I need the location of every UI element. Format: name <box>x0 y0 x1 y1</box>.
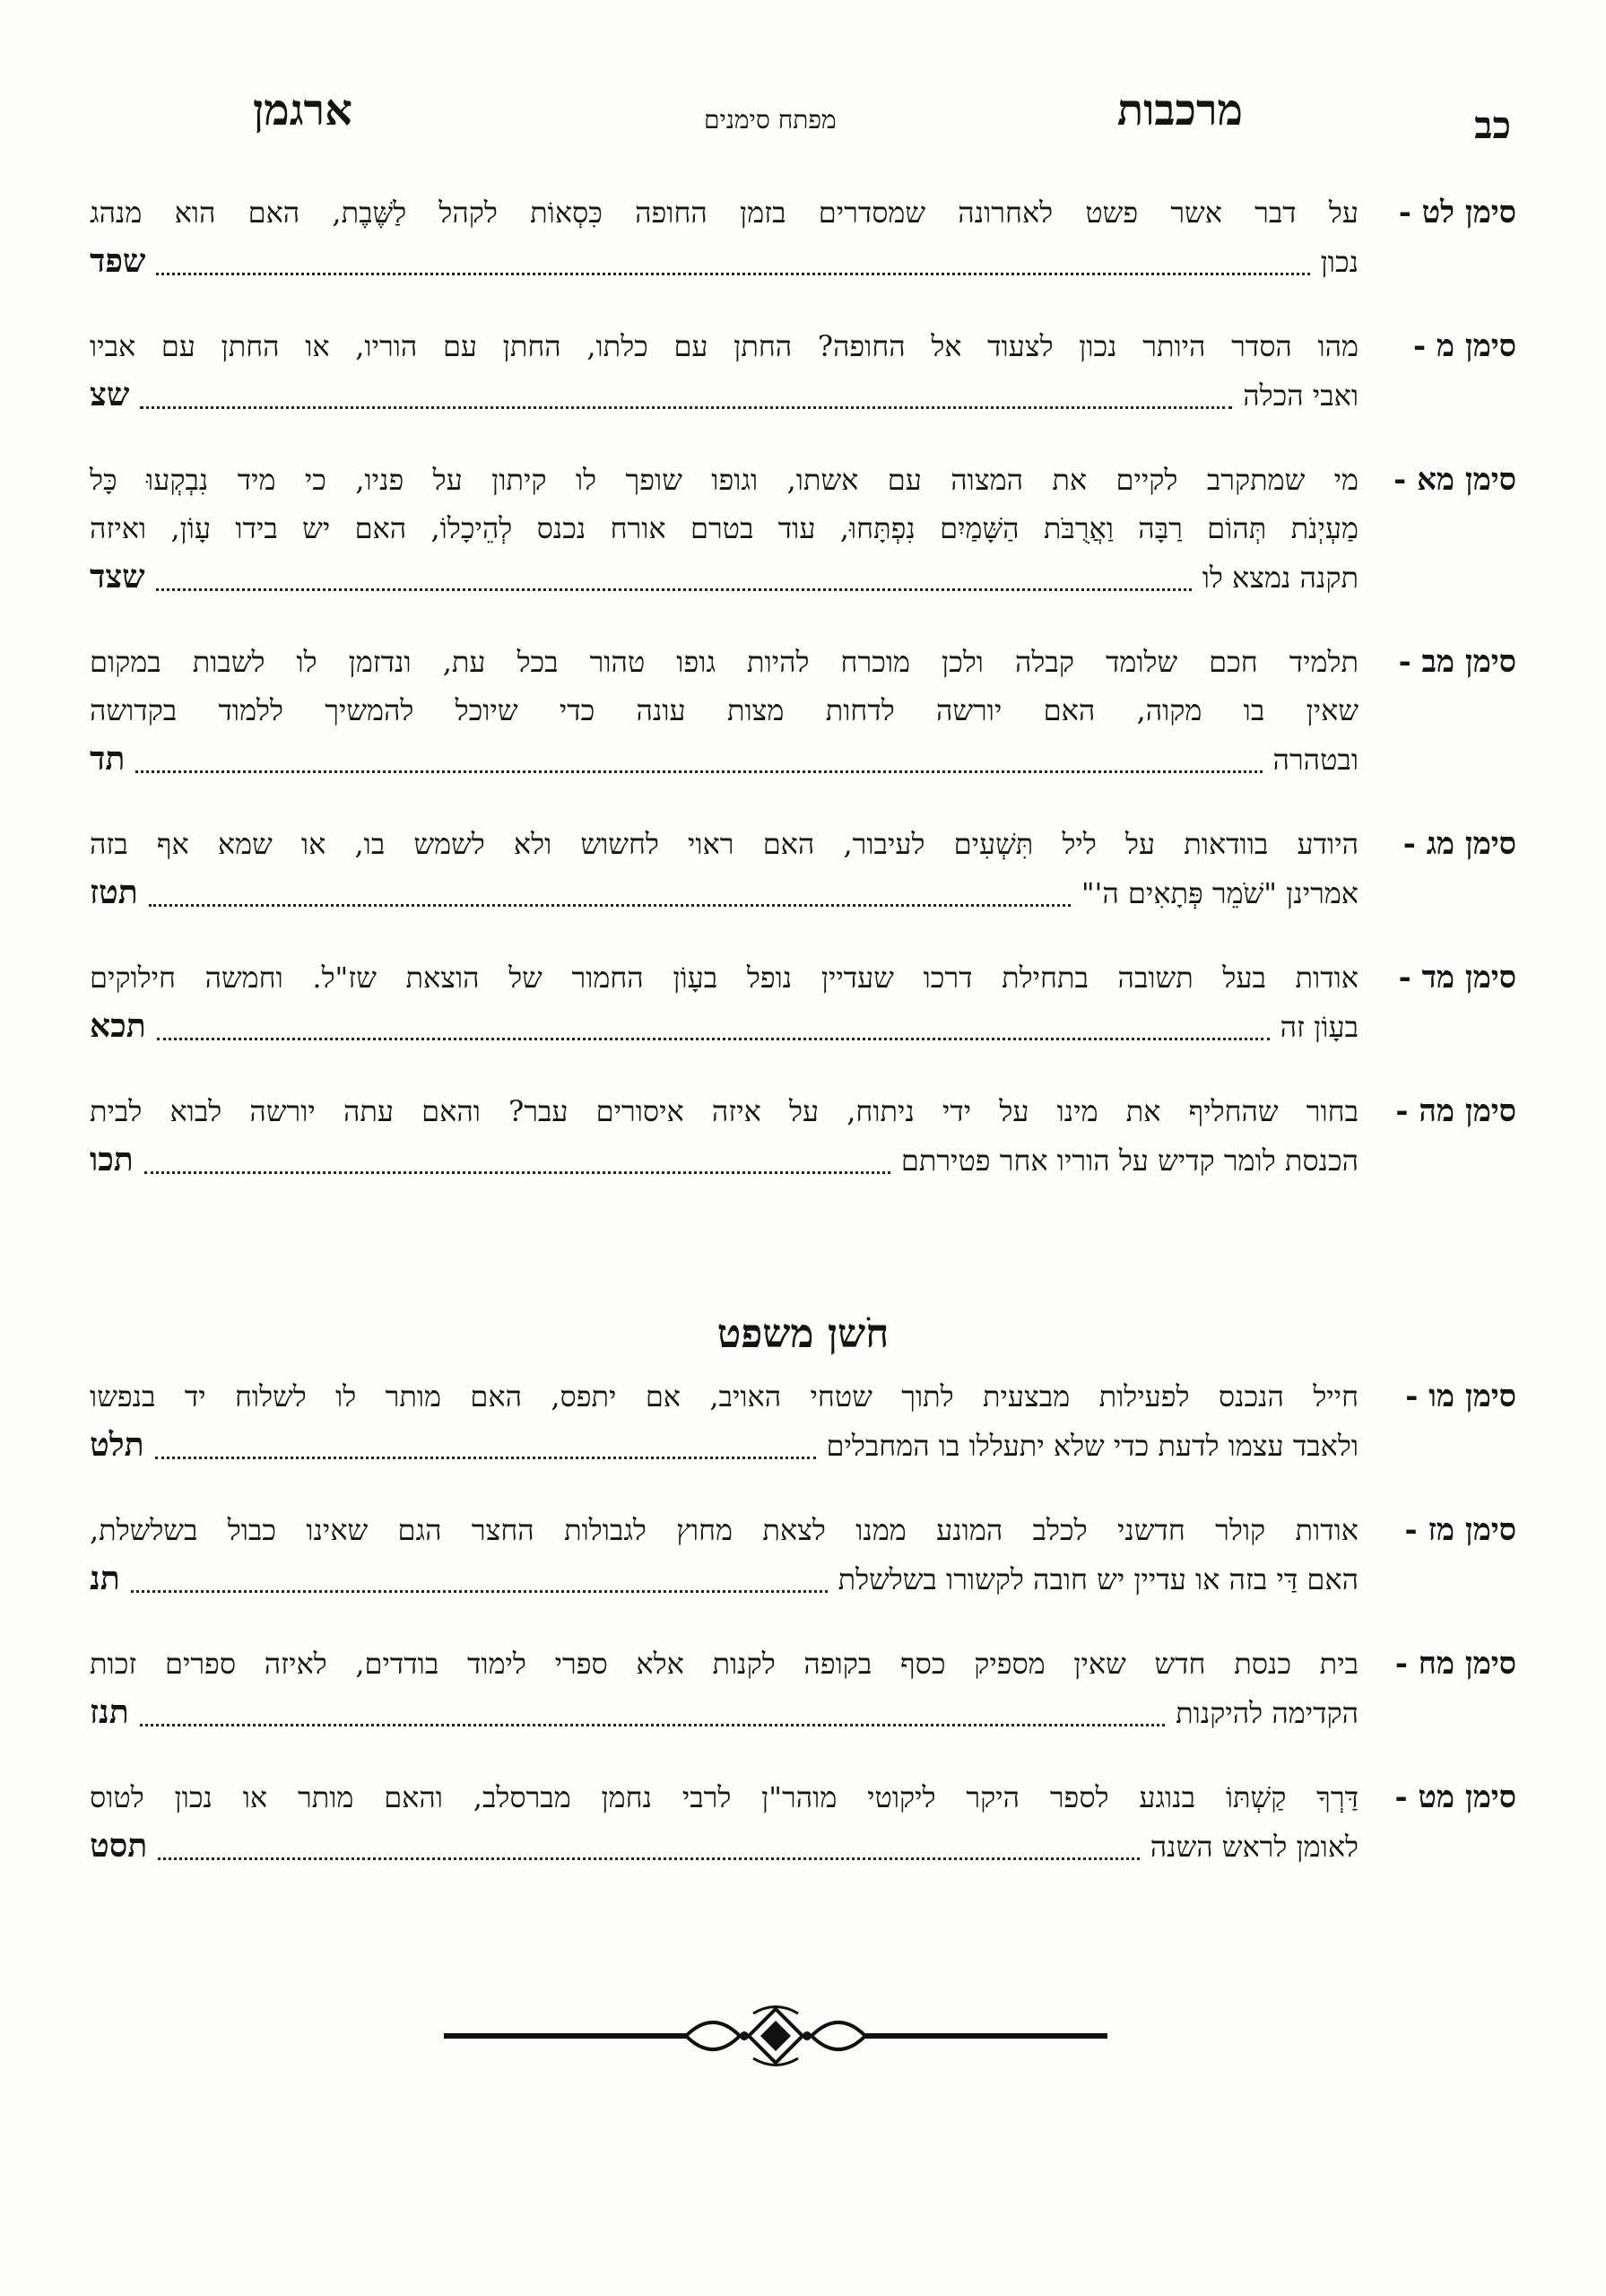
entry-line <box>90 1506 1516 1554</box>
entry-text: אמרינן "שֹׁמֵר פְּתָאִים ה'" <box>1081 876 1359 910</box>
entry-line <box>90 1554 1516 1604</box>
dot-leader <box>156 588 1192 591</box>
entry-label: סימן מא - <box>1393 462 1516 498</box>
entry-label: סימן מג - <box>1402 826 1516 862</box>
index-entries-part1 <box>90 188 1516 1221</box>
dot-leader <box>131 1590 828 1593</box>
entry-line <box>90 953 1516 1002</box>
dot-leader <box>158 1857 1140 1860</box>
page-reference: שצ <box>90 376 130 413</box>
page-reference: תלט <box>90 1426 144 1464</box>
entry-text: מי שמתקרב לקיים את המצוה עם אשתו, וגופו שופך לו קיתון על פניו, כי מיד נִבְקְעוּ כָּל <box>90 463 1359 497</box>
index-entry <box>90 456 1516 602</box>
entry-label: סימן מז - <box>1404 1512 1516 1548</box>
entry-line <box>90 1822 1516 1871</box>
entry-line <box>90 322 1516 370</box>
book-title: ארגמן <box>253 85 352 135</box>
dot-leader <box>149 904 1071 907</box>
entry-label: סימן מח - <box>1394 1646 1516 1682</box>
entry-line <box>90 868 1516 918</box>
entry-line <box>90 456 1516 504</box>
entry-label: סימן מו - <box>1405 1378 1516 1414</box>
dot-leader <box>140 1724 1165 1726</box>
entry-text: מַעְיְנֹת תְּהוֹם רַבָּה וַאֲרֻבֹּת הַשָּׁמַיִם נִפְתָּחוּ, עוד בטרם אורח נכנס לְהֵיכָלוֹ, האם יש בידו עָוֹן, ואיזה <box>90 511 1359 545</box>
entry-text: ולאבד עצמו לדעת כדי שלא יתעללו בו המחבלים <box>826 1429 1359 1463</box>
index-entries-part2 <box>90 1372 1516 1907</box>
entry-text: לאומן לראש השנה <box>1150 1830 1359 1864</box>
page-reference: תכו <box>90 1141 134 1178</box>
entry-line <box>90 504 1516 552</box>
entry-text: היודע בוודאות על ליל תִּשְׁעִים לעיבור, האם ראוי לחשוש ולא לשמש בו, או שמא אף בזה <box>90 827 1359 861</box>
entry-text: בעָוֹן זה <box>1280 1010 1359 1044</box>
index-entry <box>90 638 1516 784</box>
entry-text: שאין בו מקוה, האם יורשה לדחות מצות עונה כדי שיוכל להמשיך ללמוד בקדושה <box>90 693 1359 727</box>
entry-line <box>90 638 1516 686</box>
index-entry <box>90 1372 1516 1470</box>
page-reference: תנז <box>90 1693 129 1731</box>
index-entry <box>90 188 1516 286</box>
entry-line <box>90 1002 1516 1051</box>
page-number: כב <box>1474 103 1511 147</box>
section-title: חֹשן משפט <box>716 1311 890 1357</box>
page-reference: שצד <box>90 558 145 596</box>
entry-text: על דבר אשר פשט לאחרונה שמסדרים בזמן החופה כִּסְאוֹת לקהל לַשֶּׁבֶת, האם הוא מנהג <box>90 196 1359 230</box>
entry-line <box>90 237 1516 286</box>
entry-line <box>90 820 1516 868</box>
running-header <box>90 85 1516 157</box>
page-reference: שפד <box>90 242 146 280</box>
dot-leader <box>155 1457 816 1459</box>
index-entry <box>90 1639 1516 1737</box>
page-reference: תטז <box>90 874 138 911</box>
entry-label: סימן מט - <box>1394 1779 1516 1815</box>
entry-label: סימן לט - <box>1398 195 1516 230</box>
index-entry <box>90 322 1516 420</box>
entry-line <box>90 188 1516 237</box>
entry-line <box>90 1639 1516 1688</box>
dot-leader <box>156 273 1309 275</box>
page-reference: תנ <box>90 1560 120 1597</box>
index-entry <box>90 1087 1516 1185</box>
entry-text: בית כנסת חדש שאין מספיק כסף בקופה לקנות אלא ספרי לימוד בודדים, לאיזה ספרים זכות <box>90 1647 1359 1681</box>
entry-text: בחור שהחליף את מינו על ידי ניתוח, על איזה איסורים עבר? והאם עתה יורשה לבוא לבית <box>90 1094 1359 1128</box>
entry-line <box>90 1773 1516 1822</box>
dot-leader <box>135 770 1262 773</box>
dot-leader <box>140 406 1232 409</box>
page-reference: תכא <box>90 1007 146 1045</box>
entry-text: האם דַּי בזה או עדיין יש חובה לקשורו בשלשלת <box>838 1562 1359 1596</box>
entry-text: מהו הסדר היותר נכון לצעוד אל החופה? החתן עם כלתו, החתן עם הוריו, או החתן עם אביו <box>90 329 1359 363</box>
entry-text: תלמיד חכם שלומד קבלה ולכן מוכרח להיות גופו טהור בכל עת, ונדזמן לו לשבות במקום <box>90 645 1359 679</box>
entry-text: הקדימה להיקנות <box>1176 1696 1359 1730</box>
entry-line <box>90 1372 1516 1421</box>
entry-label: סימן מה - <box>1395 1093 1516 1129</box>
entry-text: נכון <box>1320 245 1359 279</box>
series-title: מרכבות <box>1116 85 1243 135</box>
entry-line <box>90 735 1516 784</box>
index-entry <box>90 1506 1516 1604</box>
entry-line <box>90 370 1516 420</box>
entry-text: חייל הנכנס לפעילות מבצעית לתוך שטחי האויב, אם יתפס, האם מותר לו לשלוח יד בנפשו <box>90 1379 1359 1413</box>
entry-line <box>90 1087 1516 1135</box>
ornament-divider <box>444 1996 1107 2076</box>
index-entry <box>90 1773 1516 1871</box>
dot-leader <box>157 1038 1270 1040</box>
index-entry <box>90 820 1516 918</box>
entry-text: תקנה נמצא לו <box>1202 561 1359 595</box>
entry-line <box>90 552 1516 602</box>
entry-line <box>90 1421 1516 1470</box>
section-label: מפתח סימנים <box>704 105 837 135</box>
page-reference: תסט <box>90 1827 148 1865</box>
entry-label: סימן מד - <box>1398 960 1516 996</box>
entry-line <box>90 686 1516 735</box>
dot-leader <box>144 1171 890 1174</box>
entry-label: סימן מב - <box>1398 644 1516 680</box>
entry-label: סימן מ - <box>1412 328 1516 364</box>
page-reference: תד <box>90 740 126 778</box>
entry-text: אודות בעל תשובה בתחילת דרכו שעדיין נופל בעָוֹן החמור של הוצאת שז"ל. וחמשה חילוקים <box>90 961 1359 995</box>
entry-text: ואבי הכלה <box>1243 378 1359 413</box>
entry-line <box>90 1688 1516 1737</box>
entry-text: הכנסת לומר קדיש על הוריו אחר פטירתם <box>900 1144 1359 1178</box>
entry-text: אודות קולר חדשני לכלב המונע ממנו לצאת מחוץ לגבולות החצר הגם שאינו כבול בשלשלת, <box>90 1513 1359 1547</box>
index-entry <box>90 953 1516 1051</box>
entry-text: דַּרְךָ קַשְׁתּוֹ בנוגע לספר היקר ליקוטי מוהר"ן לרבי נחמן מברסלב, והאם מותר או נכון לטוס <box>90 1780 1359 1814</box>
entry-line <box>90 1135 1516 1185</box>
entry-text: ובטהרה <box>1272 743 1359 777</box>
